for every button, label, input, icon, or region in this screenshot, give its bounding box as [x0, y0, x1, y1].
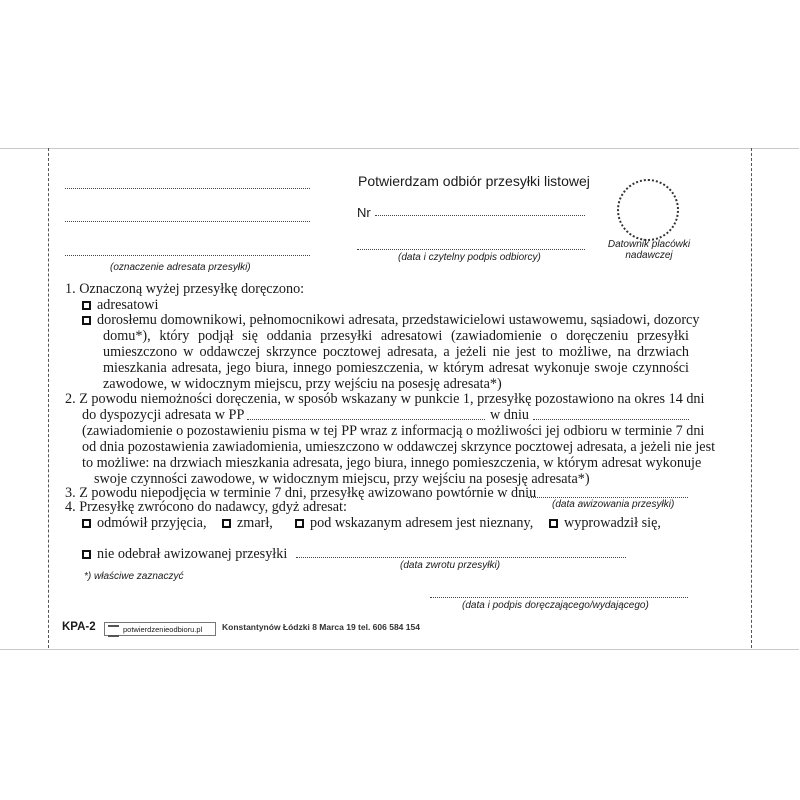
checkbox-addressee[interactable]	[82, 301, 91, 310]
reminder-date-caption: (data awizowania przesyłki)	[552, 499, 675, 510]
nr-label: Nr	[357, 205, 371, 220]
footnote: *) właściwe zaznaczyć	[84, 571, 184, 582]
addressee-line-3[interactable]	[65, 255, 310, 256]
pp-field[interactable]	[247, 419, 485, 420]
option-unknown-label: pod wskazanym adresem jest nieznany,	[310, 515, 534, 531]
perforation-left	[48, 148, 49, 648]
option-refused[interactable]	[82, 516, 207, 532]
deliverer-signature-field[interactable]	[430, 597, 688, 598]
form-code: KPA-2	[62, 621, 96, 633]
addressee-caption: (oznaczenie adresata przesyłki)	[110, 262, 251, 273]
option-b-line-5: zawodowe, w widocznym miejscu, przy wejściu na posesję adresata*)	[103, 376, 502, 392]
stamp-caption-line1: Datownik placówki	[607, 239, 691, 250]
checkbox-moved[interactable]	[549, 519, 558, 528]
option-unknown[interactable]	[295, 516, 533, 532]
section4-line: 4. Przesyłkę zwrócono do nadawcy, gdyż adresat:	[65, 499, 347, 515]
footer-logo-text: potwierdzenieodbioru.pl	[123, 625, 203, 634]
section2-line-6: swoje czynności zawodowe, w widocznym miejscu, przy wejściu na posesję adresata*)	[94, 471, 590, 487]
stamp-caption-line2: nadawczej	[625, 250, 673, 261]
checkbox-unknown[interactable]	[295, 519, 304, 528]
form-title: Potwierdzam odbiór przesyłki listowej	[358, 173, 590, 189]
section2-line-1: 2. Z powodu niemożności doręczenia, w sposób wskazany w punkcie 1, przesyłkę pozostawiono na okres 14 dni	[65, 391, 705, 407]
section2-line-2a: do dyspozycji adresata w PP	[82, 407, 245, 423]
section2-line-3: (zawiadomienie o pozostawieniu pisma w tej PP wraz z informacją o możliwości jej odbioru w terminie 7 dni	[82, 423, 705, 439]
checkbox-deceased[interactable]	[222, 519, 231, 528]
option-not-collected[interactable]	[82, 547, 287, 563]
checkbox-refused[interactable]	[82, 519, 91, 528]
option-other-recipient[interactable]	[82, 313, 699, 329]
signature-field[interactable]	[357, 249, 585, 250]
option-b-line-4: mieszkania adresata, jego biura, innego pomieszczenia, w którym adresat wykonuje swoje czynności	[103, 360, 689, 376]
return-date-caption: (data zwrotu przesyłki)	[400, 560, 501, 571]
footer-logo	[104, 622, 216, 636]
stamp-circle	[617, 179, 679, 241]
nr-field[interactable]	[375, 215, 585, 216]
addressee-line-2[interactable]	[65, 221, 310, 222]
section1-heading: 1. Oznaczoną wyżej przesyłkę doręczono:	[65, 281, 305, 297]
addressee-line-1[interactable]	[65, 188, 310, 189]
reminder-date-field[interactable]	[528, 497, 688, 498]
section2-line-5: to możliwe: na drzwiach mieszkania adresata, jego biura, innego pomieszczenia, w którym adresat wykonuje	[82, 455, 702, 471]
option-not-collected-label: nie odebrał awizowanej przesyłki	[97, 546, 288, 562]
checkbox-other-recipient[interactable]	[82, 316, 91, 325]
option-deceased-label: zmarł,	[237, 515, 273, 531]
option-refused-label: odmówił przyjęcia,	[97, 515, 207, 531]
pp-date-field[interactable]	[533, 419, 689, 420]
perforation-right	[751, 148, 752, 648]
stamp-caption	[606, 239, 692, 261]
checkbox-not-collected[interactable]	[82, 550, 91, 559]
section2-line-4: od dnia pozostawienia zawiadomienia, umieszczono w oddawczej skrzynce pocztowej adresata, a jeżeli nie jest	[82, 439, 716, 455]
option-addressee-label: adresatowi	[97, 297, 159, 313]
section3-line: 3. Z powodu niepodjęcia w terminie 7 dni, przesyłkę awizowano powtórnie w dniu	[65, 485, 537, 501]
footer-address: Konstantynów Łódzki 8 Marca 19 tel. 606 584 154	[222, 622, 420, 632]
option-moved[interactable]	[549, 516, 661, 532]
section2-line-2b: w dniu	[490, 407, 530, 423]
option-deceased[interactable]	[222, 516, 273, 532]
logo-lines-icon	[108, 625, 119, 637]
signature-caption: (data i czytelny podpis odbiorcy)	[398, 252, 541, 263]
option-b-line-1: dorosłemu domownikowi, pełnomocnikowi adresata, przedstawicielowi ustawowemu, sąsiadowi, dozorcy	[97, 312, 700, 328]
option-b-line-2: domu*), który podjął się oddania przesyłki adresatowi (zawiadomienie o doręczeniu przesyłki	[103, 328, 689, 344]
option-b-line-3: umieszczono w oddawczej skrzynce pocztowej adresata, a jeżeli nie jest to możliwe, na drzwiach	[103, 344, 689, 360]
deliverer-caption: (data i podpis doręczającego/wydającego)	[462, 600, 649, 611]
option-moved-label: wyprowadził się,	[564, 515, 661, 531]
return-date-field[interactable]	[296, 557, 626, 558]
